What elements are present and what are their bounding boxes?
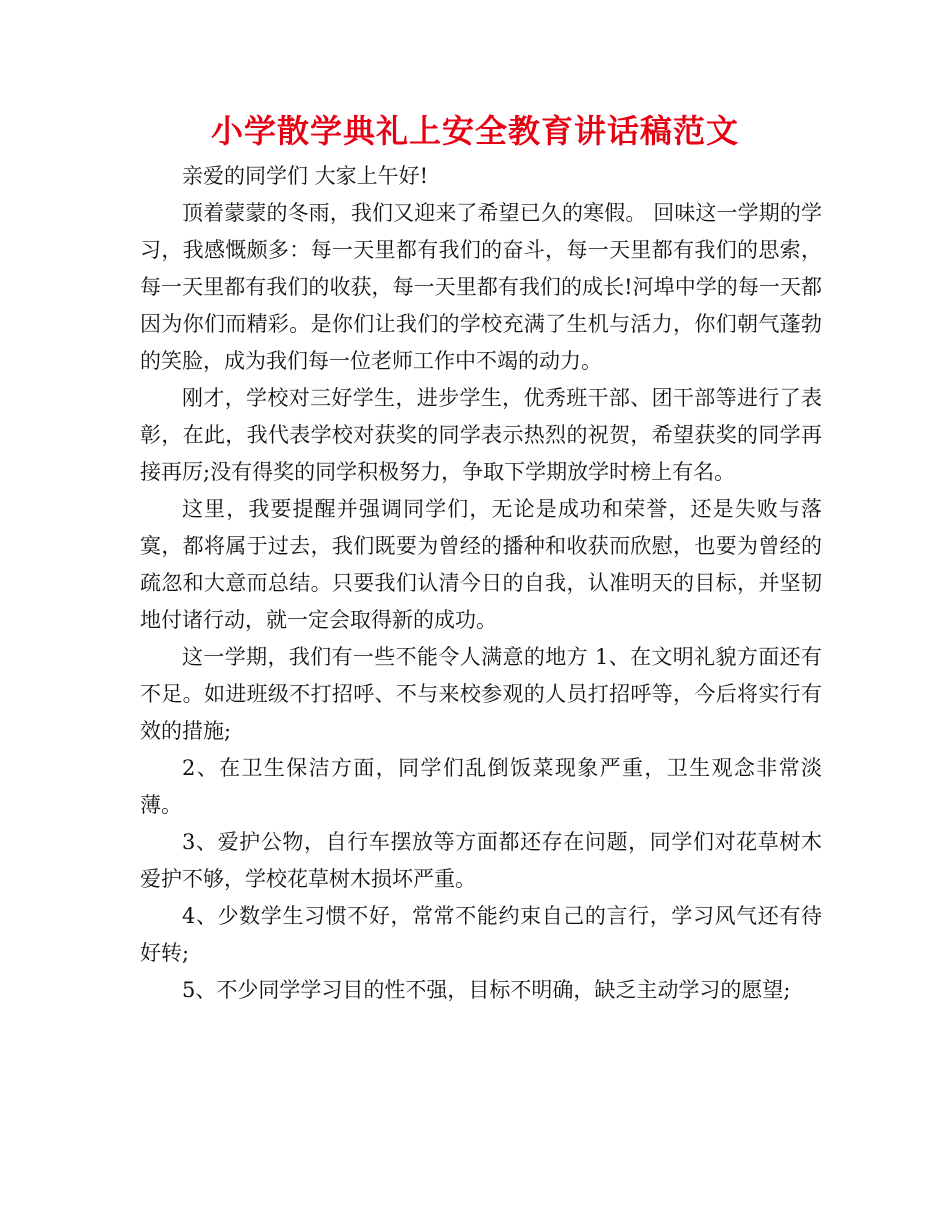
paragraph-semester-review: 顶着蒙蒙的冬雨，我们又迎来了希望已久的寒假。 回味这一学期的学习，我感慨颇多：每一天里都有我们的奋斗，每一天里都有我们的思索，每一天里都有我们的收获，每一天里都有我们的成长!河埠中学的每一天都因为你们而精彩。是你们让我们的学校充满了生机与活力，你们朝气蓬勃的笑脸，成为我们每一位老师工作中不竭的动力。	[140, 201, 822, 373]
paragraph-shortcomings-4: 4、少数学生习惯不好，常常不能约束自己的言行，学习风气还有待好转;	[140, 904, 822, 965]
paragraph-awards: 刚才，学校对三好学生，进步学生，优秀班干部、团干部等进行了表彰，在此，我代表学校对获奖的同学表示热烈的祝贺，希望获奖的同学再接再厉;没有得奖的同学积极努力，争取下学期放学时榜上有名。	[140, 386, 822, 484]
paragraph-shortcomings-1: 这一学期，我们有一些不能令人满意的地方 1、在文明礼貌方面还有不足。如进班级不打招呼、不与来校参观的人员打招呼等，今后将实行有效的措施;	[140, 645, 822, 743]
paragraph-reminder: 这里，我要提醒并强调同学们，无论是成功和荣誉，还是失败与落寞，都将属于过去，我们既要为曾经的播种和收获而欣慰，也要为曾经的疏忽和大意而总结。只要我们认清今日的自我，认准明天的目标，并坚韧地付诸行动，就一定会取得新的成功。	[140, 497, 822, 632]
paragraph-greeting: 亲爱的同学们 大家上午好!	[182, 164, 429, 188]
paragraph-shortcomings-2: 2、在卫生保洁方面，同学们乱倒饭菜现象严重，卫生观念非常淡薄。	[140, 756, 822, 817]
document-title: 小学散学典礼上安全教育讲话稿范文	[210, 112, 739, 150]
paragraph-shortcomings-3: 3、爱护公物，自行车摆放等方面都还存在问题，同学们对花草树木爱护不够，学校花草树木损坏严重。	[140, 830, 822, 891]
paragraph-shortcomings-5: 5、不少同学学习目的性不强，目标不明确，缺乏主动学习的愿望;	[182, 978, 791, 1002]
document-body	[140, 158, 822, 1009]
